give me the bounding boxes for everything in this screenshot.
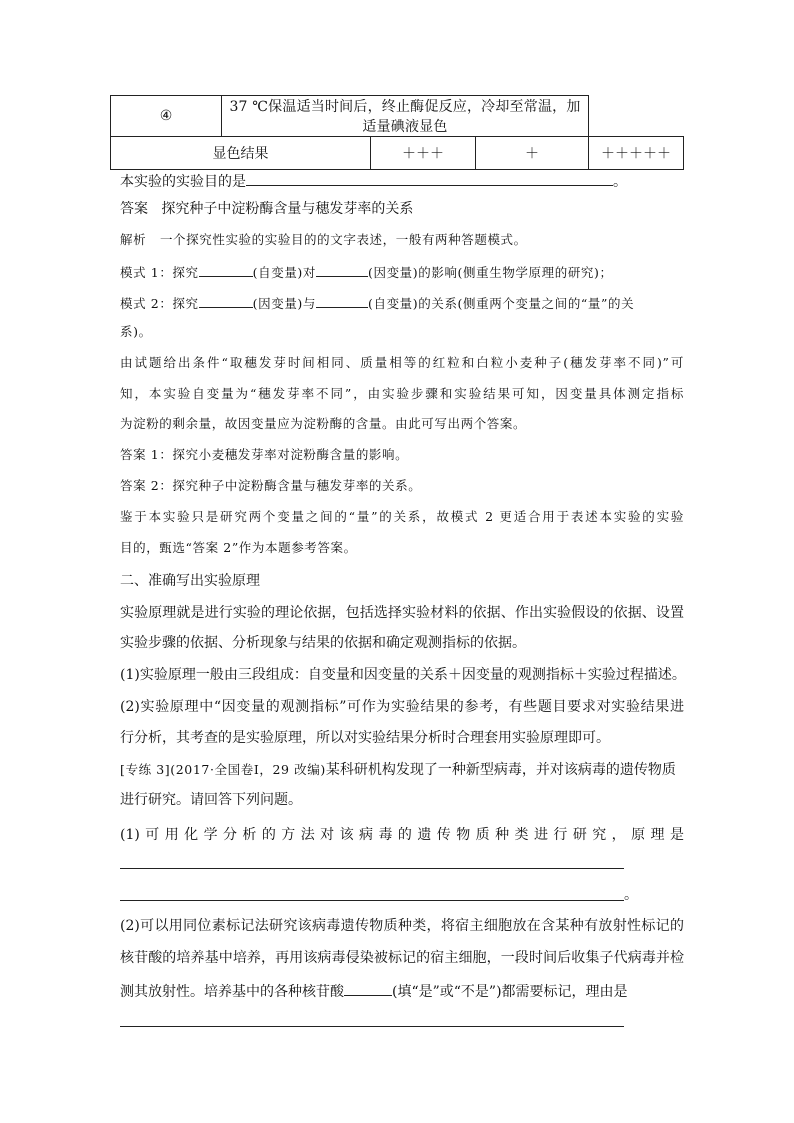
section-paragraph: (2)实验原理中“因变量的观测指标”可作为实验结果的参考，有些题目要求对实验结果进: [120, 699, 684, 715]
analysis-paragraph: 鉴于本实验只是研究两个变量之间的“量”的关系，故模式 2 更适合用于表述本实验的实验: [120, 509, 684, 524]
purpose-question: 本实验的实验目的是 。: [120, 170, 684, 192]
analysis-paragraph: 知，本实验自变量为“穗发芽率不同”，由实验步骤和实验结果可知，因变量具体测定指标: [120, 386, 684, 401]
section-paragraph: 实验步骤的依据、分析现象与结果的依据和确定观测指标的依据。: [120, 635, 526, 651]
answer-blank[interactable]: [344, 980, 392, 996]
section-title: 二、准确写出实验原理: [120, 573, 260, 589]
table-row: [111, 96, 684, 137]
blank: [199, 261, 253, 277]
answer-blank[interactable]: [120, 868, 624, 869]
step-description: 37 ℃保温适当时间后，终止酶促反应，冷却至常温，加适量碘液显色: [222, 96, 589, 137]
answer-blank[interactable]: [246, 170, 613, 186]
answer-blank[interactable]: [120, 1026, 624, 1027]
analysis-mode2-cont: 系)。: [120, 324, 152, 339]
result-value: ＋＋＋: [371, 137, 476, 170]
analysis-intro: 解析 一个探究性实验的实验目的的文字表述，一般有两种答题模式。: [120, 232, 527, 247]
section-paragraph: 实验原理就是进行实验的理论依据，包括选择实验材料的依据、作出实验假设的依据、设置: [120, 605, 684, 621]
answer-line: 答案 探究种子中淀粉酶含量与穗发芽率的关系: [120, 201, 414, 217]
section-paragraph: (1)实验原理一般由三段组成：自变量和因变量的关系＋因变量的观测指标＋实验过程描述。: [120, 667, 686, 683]
analysis-paragraph: 为淀粉的剩余量，故因变量应为淀粉酶的含量。由此可写出两个答案。: [120, 416, 527, 431]
question-2: 核苷酸的培养基中培养，再用该病毒侵染被标记的宿主细胞，一段时间后收集子代病毒并检: [120, 950, 684, 966]
question-2-last: 测其放射性。培养基中的各种核苷酸 (填“是”或“不是”)都需要标记，理由是: [120, 980, 684, 1002]
analysis-mode2: 模式 2：探究 (因变量)与 (自变量)的关系(侧重两个变量之间的“量”的关: [120, 292, 684, 314]
blank: [316, 261, 368, 277]
answer-blank[interactable]: [120, 900, 624, 901]
practice-line: 进行研究。请回答下列问题。: [120, 792, 302, 808]
blank: [316, 292, 368, 308]
blank: [199, 292, 253, 308]
result-label: 显色结果: [111, 137, 371, 170]
analysis-answer-2: 答案 2：探究种子中淀粉酶含量与穗发芽率的关系。: [120, 478, 422, 493]
analysis-mode1: 模式 1：探究 (自变量)对 (因变量)的影响(侧重生物学原理的研究)；: [120, 261, 684, 283]
table-row: [111, 137, 684, 170]
question-2: (2)可以用同位素标记法研究该病毒遗传物质种类，将宿主细胞放在含某种有放射性标记的: [120, 918, 684, 934]
practice-header: [专练 3](2017·全国卷Ⅰ，29 改编)某科研机构发现了一种新型病毒，并对该病毒的遗传物质: [120, 762, 676, 778]
result-value: ＋: [476, 137, 589, 170]
result-value: ＋＋＋＋＋: [589, 137, 684, 170]
question-1: (1)可用化学分析的方法对该病毒的遗传物质种类进行研究，原理是: [120, 827, 684, 843]
section-paragraph: 行分析，其考查的是实验原理，所以对实验结果分析时合理套用实验原理即可。: [120, 730, 610, 746]
question-1-end: 。: [624, 887, 638, 903]
analysis-paragraph: 目的，甄选“答案 2”作为本题参考答案。: [120, 540, 357, 555]
step-number: ④: [111, 96, 222, 137]
analysis-answer-1: 答案 1：探究小麦穗发芽率对淀粉酶含量的影响。: [120, 447, 409, 462]
analysis-paragraph: 由试题给出条件“取穗发芽时间相同、质量相等的红粒和白粒小麦种子(穗发芽率不同)”可: [120, 355, 684, 370]
experiment-table: [110, 95, 684, 170]
